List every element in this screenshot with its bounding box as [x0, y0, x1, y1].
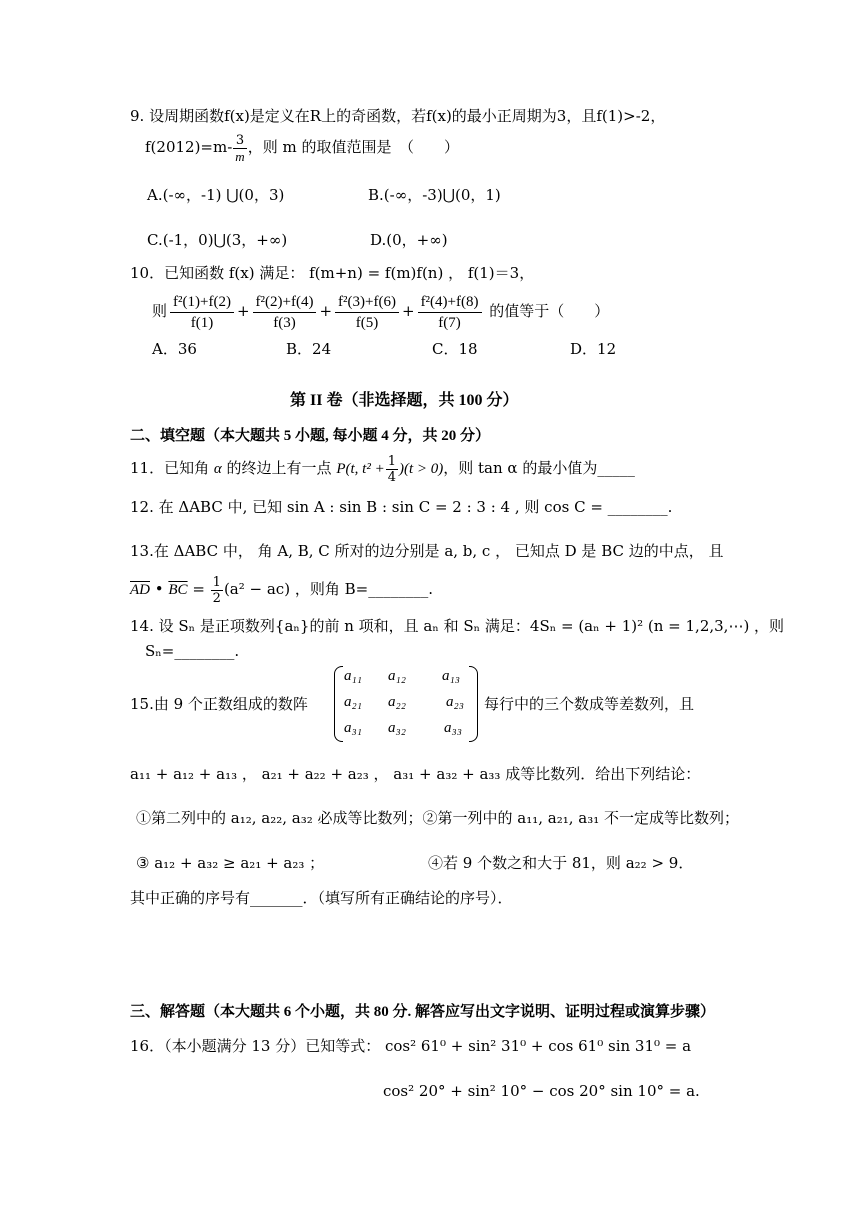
- q15-conclusion-3: ③ a₁₂ + a₃₂ ≥ a₂₁ + a₂₃ ；: [136, 854, 325, 872]
- q9-line2-suffix: ，则 m 的取值范围是 （ ）: [247, 138, 459, 156]
- q10-line1: 10．已知函数 f(x) 满足： f(m+n) = f(m)f(n) ， f(1)＝3，: [130, 264, 535, 282]
- q9-line2-prefix: f(2012)=m-: [145, 138, 233, 156]
- q15-conclusion-4: ④若 9 个数之和大于 81，则 a₂₂ > 9．: [428, 854, 694, 872]
- q11-tail: ，则 tan α 的最小值为_____: [443, 459, 635, 477]
- q15-pre: 15.由 9 个正数组成的数阵: [130, 695, 308, 713]
- q10-frac-3-den: f(5): [355, 314, 379, 331]
- q15-conclusions-1-2: ①第二列中的 a₁₂, a₂₂, a₃₂ 必成等比数列；②第一列中的 a₁₁, a₂₁, a₃₁ 不一定成等比数列；: [136, 809, 740, 827]
- q10-option-c: C．18: [432, 340, 478, 358]
- q9-option-d: D.(0，+∞): [370, 231, 448, 249]
- q13-vector-ad: $\overline{AD}$: [130, 582, 150, 598]
- q9-fraction: [233, 133, 246, 164]
- q11-frac-den: 4: [387, 469, 396, 485]
- q9-line1: 9. 设周期函数f(x)是定义在R上的奇函数，若f(x)的最小正周期为3，且f(1)>-2，: [130, 107, 666, 125]
- q9-option-b: B.(-∞，-3)⋃(0，1): [368, 186, 501, 204]
- section2-heading: 二、填空题（本大题共 5 小题, 每小题 4 分，共 20 分）: [130, 428, 491, 444]
- matrix-cell: a₂₂: [388, 694, 406, 710]
- q13-frac-den: 2: [212, 590, 221, 606]
- q13-vector-bc: $\overline{BC}$: [168, 582, 188, 598]
- q10-frac-1-num: f²(1)+f(2): [170, 292, 234, 313]
- q10-option-a: A．36: [152, 340, 197, 358]
- matrix-cell: a₁₃: [442, 668, 460, 684]
- q9-frac-den: m: [235, 148, 245, 164]
- matrix-cell: a₂₃: [446, 694, 464, 710]
- matrix-left-paren: [334, 666, 343, 742]
- q10-plus-1: +: [236, 302, 250, 320]
- q10-option-d: D．12: [570, 340, 617, 358]
- q13-frac-num: 1: [212, 574, 221, 590]
- q11-mid: 的终边上有一点: [226, 459, 332, 477]
- q10-suffix: 的值等于（ ）: [489, 302, 610, 320]
- q13-fraction: [211, 575, 223, 606]
- q10-frac-4-den: f(7): [438, 314, 461, 331]
- q10-frac-4: [418, 292, 482, 333]
- q10-frac-1: [170, 292, 234, 333]
- q10-prefix: 则: [152, 302, 168, 320]
- q11-line: [130, 450, 635, 487]
- matrix-cell: a₃₂: [388, 720, 406, 736]
- q13-rest: (a² − ac) ，则角 B=________.: [223, 580, 433, 598]
- matrix-cell: a₁₁: [344, 668, 362, 684]
- q14-line1: 14. 设 Sₙ 是正项数列{aₙ}的前 n 项和，且 aₙ 和 Sₙ 满足：4Sₙ = (aₙ + 1)² (n = 1,2,3,⋯) ，则: [130, 617, 785, 635]
- q10-frac-2-den: f(3): [273, 314, 296, 331]
- part2-title: 第 II 卷（非选择题，共 100 分）: [290, 392, 519, 409]
- q10-frac-2: [253, 292, 317, 333]
- q10-frac-3-num: f²(3)+f(6): [335, 292, 399, 313]
- q10-plus-3: +: [401, 302, 415, 320]
- q11-alpha: α: [213, 461, 222, 477]
- q11-pre: 11．已知角: [130, 459, 210, 477]
- q15-post: 每行中的三个数成等差数列，且: [484, 695, 695, 713]
- q9-frac-num: 3: [233, 133, 246, 149]
- q15-tail: 其中正确的序号有_______．（填写所有正确结论的序号）．: [130, 889, 513, 907]
- q15-matrix: [334, 666, 478, 744]
- q15-line2: a₁₁ + a₁₂ + a₁₃ ， a₂₁ + a₂₂ + a₂₃ ， a₃₁ + a₃₂ + a₃₃ 成等比数列．给出下列结论：: [130, 765, 701, 783]
- q11-fraction: [386, 454, 398, 485]
- q13-dot: •: [150, 580, 169, 598]
- matrix-cell: a₃₁: [344, 720, 362, 736]
- q10-plus-2: +: [319, 302, 333, 320]
- q10-frac-3: [335, 292, 399, 333]
- q13-line2: [130, 567, 433, 612]
- matrix-cell: a₁₂: [388, 668, 406, 684]
- q14-line2: Sₙ=________.: [145, 642, 240, 660]
- q16-line2: cos² 20° + sin² 10° − cos 20° sin 10° = a.: [383, 1082, 700, 1100]
- q9-option-c: C.(-1，0)⋃(3，+∞): [147, 231, 288, 249]
- q9-option-a: A.(-∞，-1) ⋃(0，3): [147, 186, 285, 204]
- q10-expression: [152, 289, 609, 333]
- q12-line: 12. 在 ΔABC 中, 已知 sin A : sin B : sin C = 2 : 3 : 4 , 则 cos C = ________.: [130, 498, 673, 516]
- q11-frac-num: 1: [387, 453, 396, 469]
- q16-line1: 16．（本小题满分 13 分）已知等式： cos² 61⁰ + sin² 31⁰ + cos 61⁰ sin 31⁰ = a: [130, 1037, 692, 1055]
- q10-option-b: B．24: [286, 340, 332, 358]
- q10-frac-1-den: f(1): [190, 314, 214, 331]
- matrix-cell: a₂₁: [344, 694, 362, 710]
- q10-frac-2-num: f²(2)+f(4): [253, 292, 317, 313]
- matrix-right-paren: [469, 666, 478, 742]
- q10-frac-4-num: f²(4)+f(8): [418, 292, 482, 313]
- q11-point-post: )(t > 0): [398, 461, 444, 477]
- q9-line2: [145, 127, 459, 167]
- q11-point-pre: P(t, t² +: [336, 461, 385, 477]
- q13-line1: 13.在 ΔABC 中， 角 A, B, C 所对的边分别是 a, b, c ， 已知点 D 是 BC 边的中点， 且: [130, 542, 724, 560]
- matrix-cell: a₃₃: [444, 720, 462, 736]
- q13-equals: =: [187, 580, 210, 598]
- section3-heading: 三、解答题（本大题共 6 个小题，共 80 分. 解答应写出文字说明、证明过程或演算步骤）: [130, 1004, 716, 1020]
